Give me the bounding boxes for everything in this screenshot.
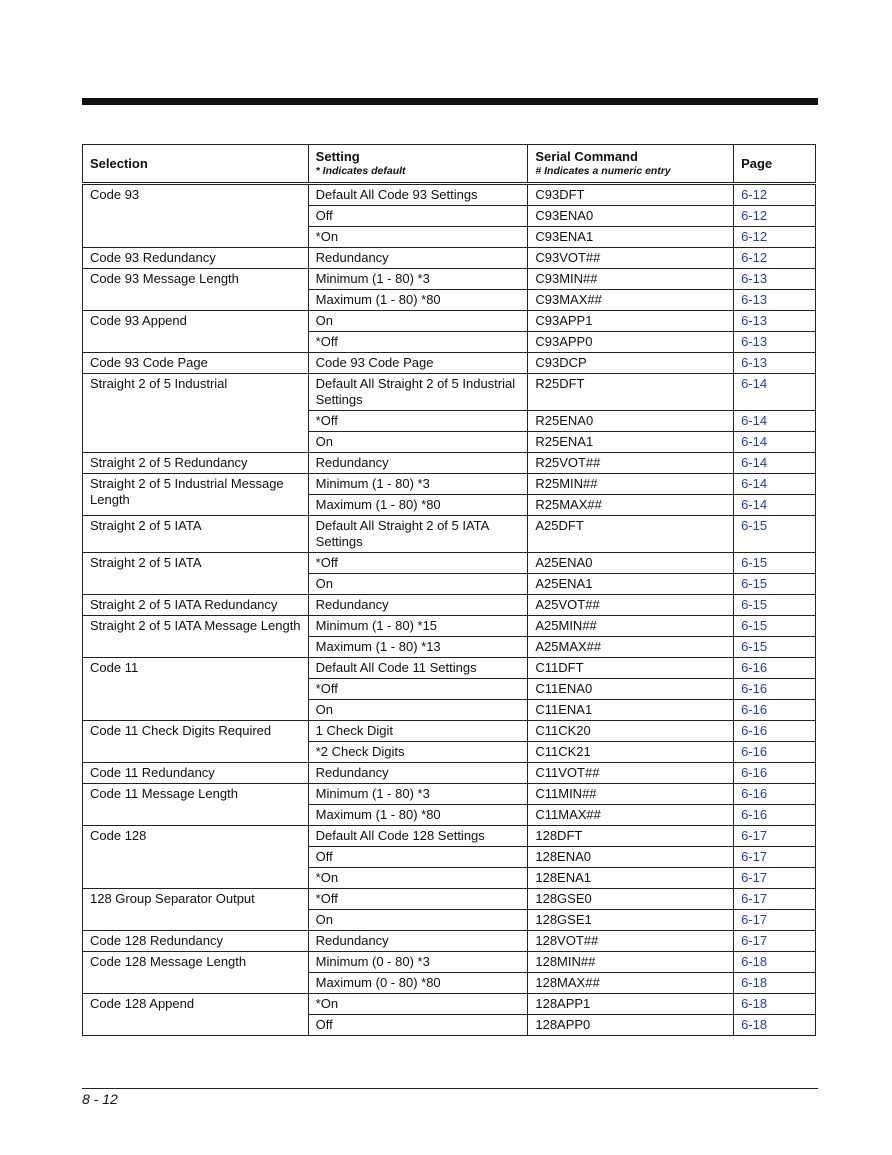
serial-command-cell: A25MAX##: [528, 637, 734, 658]
table-row: [83, 184, 816, 206]
page-link[interactable]: 6-14: [734, 495, 816, 516]
setting-cell: On: [308, 700, 528, 721]
table-row: [83, 516, 816, 553]
table-row: [83, 595, 816, 616]
selection-cell: Code 128: [83, 826, 309, 889]
page-link[interactable]: 6-18: [734, 973, 816, 994]
page-link[interactable]: 6-15: [734, 637, 816, 658]
setting-cell: *2 Check Digits: [308, 742, 528, 763]
setting-cell: *On: [308, 227, 528, 248]
selection-cell: Straight 2 of 5 Industrial Message Length: [83, 474, 309, 516]
page-link[interactable]: 6-16: [734, 658, 816, 679]
serial-command-cell: 128VOT##: [528, 931, 734, 952]
selection-cell: Straight 2 of 5 IATA Redundancy: [83, 595, 309, 616]
table-header: [83, 145, 816, 184]
selection-cell: Code 128 Message Length: [83, 952, 309, 994]
page-link[interactable]: 6-16: [734, 784, 816, 805]
table-row: [83, 269, 816, 290]
page-link[interactable]: 6-16: [734, 700, 816, 721]
setting-cell: *Off: [308, 332, 528, 353]
setting-cell: Minimum (1 - 80) *15: [308, 616, 528, 637]
serial-command-cell: C93MIN##: [528, 269, 734, 290]
setting-cell: On: [308, 432, 528, 453]
serial-command-cell: C11CK21: [528, 742, 734, 763]
page-link[interactable]: 6-14: [734, 411, 816, 432]
serial-command-cell: 128MIN##: [528, 952, 734, 973]
serial-command-cell: A25DFT: [528, 516, 734, 553]
selection-cell: Code 128 Redundancy: [83, 931, 309, 952]
setting-cell: Maximum (1 - 80) *80: [308, 290, 528, 311]
selection-cell: Code 128 Append: [83, 994, 309, 1036]
setting-cell: Minimum (0 - 80) *3: [308, 952, 528, 973]
setting-cell: Default All Code 93 Settings: [308, 184, 528, 206]
serial-command-cell: A25ENA1: [528, 574, 734, 595]
serial-command-cell: C11DFT: [528, 658, 734, 679]
selection-cell: Code 11 Message Length: [83, 784, 309, 826]
page-link[interactable]: 6-15: [734, 553, 816, 574]
serial-command-cell: C93APP1: [528, 311, 734, 332]
setting-cell: *On: [308, 994, 528, 1015]
serial-command-cell: R25MIN##: [528, 474, 734, 495]
page-link[interactable]: 6-18: [734, 952, 816, 973]
table-row: [83, 658, 816, 679]
page-link[interactable]: 6-12: [734, 248, 816, 269]
selection-cell: Straight 2 of 5 IATA: [83, 553, 309, 595]
table-row: [83, 616, 816, 637]
bottom-rule: [82, 1088, 818, 1089]
setting-cell: 1 Check Digit: [308, 721, 528, 742]
serial-command-cell: 128DFT: [528, 826, 734, 847]
page-link[interactable]: 6-16: [734, 679, 816, 700]
page-link[interactable]: 6-12: [734, 227, 816, 248]
header-serial-command: Serial Command # Indicates a numeric entry: [528, 145, 734, 184]
setting-cell: Maximum (1 - 80) *80: [308, 495, 528, 516]
table-row: [83, 474, 816, 495]
serial-command-cell: C11MIN##: [528, 784, 734, 805]
header-setting: Setting * Indicates default: [308, 145, 528, 184]
serial-command-cell: R25ENA1: [528, 432, 734, 453]
setting-cell: On: [308, 311, 528, 332]
selection-cell: Code 93 Redundancy: [83, 248, 309, 269]
table-row: [83, 763, 816, 784]
top-rule: [82, 98, 818, 105]
page-link[interactable]: 6-16: [734, 805, 816, 826]
table-row: [83, 889, 816, 910]
selection-cell: Code 93 Message Length: [83, 269, 309, 311]
serial-command-cell: C11CK20: [528, 721, 734, 742]
table-row: [83, 453, 816, 474]
setting-cell: *Off: [308, 889, 528, 910]
setting-cell: Code 93 Code Page: [308, 353, 528, 374]
selection-cell: Straight 2 of 5 IATA: [83, 516, 309, 553]
table-row: [83, 826, 816, 847]
page-link[interactable]: 6-18: [734, 1015, 816, 1036]
setting-cell: Redundancy: [308, 453, 528, 474]
page-link[interactable]: 6-14: [734, 474, 816, 495]
table-body: [83, 184, 816, 1036]
setting-cell: Minimum (1 - 80) *3: [308, 474, 528, 495]
serial-command-cell: A25MIN##: [528, 616, 734, 637]
serial-command-table: [82, 144, 816, 1036]
table-row: [83, 952, 816, 973]
setting-cell: *Off: [308, 553, 528, 574]
setting-cell: Redundancy: [308, 595, 528, 616]
setting-cell: Off: [308, 1015, 528, 1036]
page-link[interactable]: 6-17: [734, 847, 816, 868]
header-selection: Selection: [83, 145, 309, 184]
setting-cell: Redundancy: [308, 763, 528, 784]
page-link[interactable]: 6-15: [734, 574, 816, 595]
setting-cell: On: [308, 910, 528, 931]
page-link[interactable]: 6-13: [734, 290, 816, 311]
page-link[interactable]: 6-13: [734, 311, 816, 332]
serial-command-cell: 128ENA0: [528, 847, 734, 868]
page-link[interactable]: 6-13: [734, 269, 816, 290]
serial-command-cell: 128GSE1: [528, 910, 734, 931]
selection-cell: Straight 2 of 5 Industrial: [83, 374, 309, 453]
page-link[interactable]: 6-18: [734, 994, 816, 1015]
serial-command-cell: C11VOT##: [528, 763, 734, 784]
setting-cell: Redundancy: [308, 931, 528, 952]
page-link[interactable]: 6-15: [734, 516, 816, 553]
serial-command-cell: R25VOT##: [528, 453, 734, 474]
setting-cell: Default All Code 128 Settings: [308, 826, 528, 847]
table-row: [83, 931, 816, 952]
header-page: Page: [734, 145, 816, 184]
page-link[interactable]: 6-12: [734, 184, 816, 206]
setting-cell: On: [308, 574, 528, 595]
serial-command-cell: R25DFT: [528, 374, 734, 411]
setting-cell: Maximum (1 - 80) *80: [308, 805, 528, 826]
selection-cell: Code 93 Code Page: [83, 353, 309, 374]
setting-cell: Default All Straight 2 of 5 Industrial Settings: [308, 374, 528, 411]
serial-command-cell: A25VOT##: [528, 595, 734, 616]
page-number: 8 - 12: [82, 1091, 118, 1107]
serial-command-cell: C93MAX##: [528, 290, 734, 311]
serial-command-cell: R25ENA0: [528, 411, 734, 432]
serial-command-cell: A25ENA0: [528, 553, 734, 574]
table-row: [83, 248, 816, 269]
serial-command-cell: C93DCP: [528, 353, 734, 374]
setting-cell: *Off: [308, 411, 528, 432]
selection-cell: Code 93: [83, 184, 309, 248]
serial-command-cell: C11MAX##: [528, 805, 734, 826]
setting-cell: Maximum (1 - 80) *13: [308, 637, 528, 658]
page-link[interactable]: 6-16: [734, 763, 816, 784]
setting-cell: Redundancy: [308, 248, 528, 269]
page-link[interactable]: 6-13: [734, 332, 816, 353]
page-link[interactable]: 6-17: [734, 910, 816, 931]
serial-command-cell: R25MAX##: [528, 495, 734, 516]
selection-cell: 128 Group Separator Output: [83, 889, 309, 931]
setting-cell: Minimum (1 - 80) *3: [308, 269, 528, 290]
setting-cell: Maximum (0 - 80) *80: [308, 973, 528, 994]
page-link[interactable]: 6-14: [734, 374, 816, 411]
selection-cell: Straight 2 of 5 Redundancy: [83, 453, 309, 474]
table-row: [83, 553, 816, 574]
serial-command-cell: C11ENA1: [528, 700, 734, 721]
page-link[interactable]: 6-16: [734, 721, 816, 742]
page-link[interactable]: 6-15: [734, 595, 816, 616]
serial-command-cell: C93DFT: [528, 184, 734, 206]
serial-command-cell: 128ENA1: [528, 868, 734, 889]
selection-cell: Code 11 Redundancy: [83, 763, 309, 784]
table-row: [83, 784, 816, 805]
serial-command-cell: C93ENA0: [528, 206, 734, 227]
serial-command-cell: C93ENA1: [528, 227, 734, 248]
setting-cell: Minimum (1 - 80) *3: [308, 784, 528, 805]
page-link[interactable]: 6-14: [734, 432, 816, 453]
selection-cell: Straight 2 of 5 IATA Message Length: [83, 616, 309, 658]
page-link[interactable]: 6-12: [734, 206, 816, 227]
serial-command-cell: 128APP0: [528, 1015, 734, 1036]
serial-command-cell: C11ENA0: [528, 679, 734, 700]
table-row: [83, 721, 816, 742]
table-row: [83, 374, 816, 411]
page-link[interactable]: 6-17: [734, 826, 816, 847]
setting-cell: *Off: [308, 679, 528, 700]
selection-cell: Code 11 Check Digits Required: [83, 721, 309, 763]
table-row: [83, 311, 816, 332]
serial-command-cell: C93VOT##: [528, 248, 734, 269]
selection-cell: Code 93 Append: [83, 311, 309, 353]
setting-cell: Default All Straight 2 of 5 IATA Settings: [308, 516, 528, 553]
header-setting-note: * Indicates default: [315, 165, 406, 177]
page-link[interactable]: 6-13: [734, 353, 816, 374]
page-link[interactable]: 6-17: [734, 931, 816, 952]
page-link[interactable]: 6-17: [734, 868, 816, 889]
setting-cell: Default All Code 11 Settings: [308, 658, 528, 679]
page-link[interactable]: 6-17: [734, 889, 816, 910]
serial-command-cell: 128GSE0: [528, 889, 734, 910]
setting-cell: Off: [308, 206, 528, 227]
setting-cell: *On: [308, 868, 528, 889]
selection-cell: Code 11: [83, 658, 309, 721]
header-serial-note: # Indicates a numeric entry: [535, 165, 671, 177]
page-link[interactable]: 6-14: [734, 453, 816, 474]
table-row: [83, 994, 816, 1015]
serial-command-cell: 128MAX##: [528, 973, 734, 994]
serial-command-cell: 128APP1: [528, 994, 734, 1015]
page-link[interactable]: 6-15: [734, 616, 816, 637]
table-row: [83, 353, 816, 374]
page-link[interactable]: 6-16: [734, 742, 816, 763]
serial-command-cell: C93APP0: [528, 332, 734, 353]
setting-cell: Off: [308, 847, 528, 868]
